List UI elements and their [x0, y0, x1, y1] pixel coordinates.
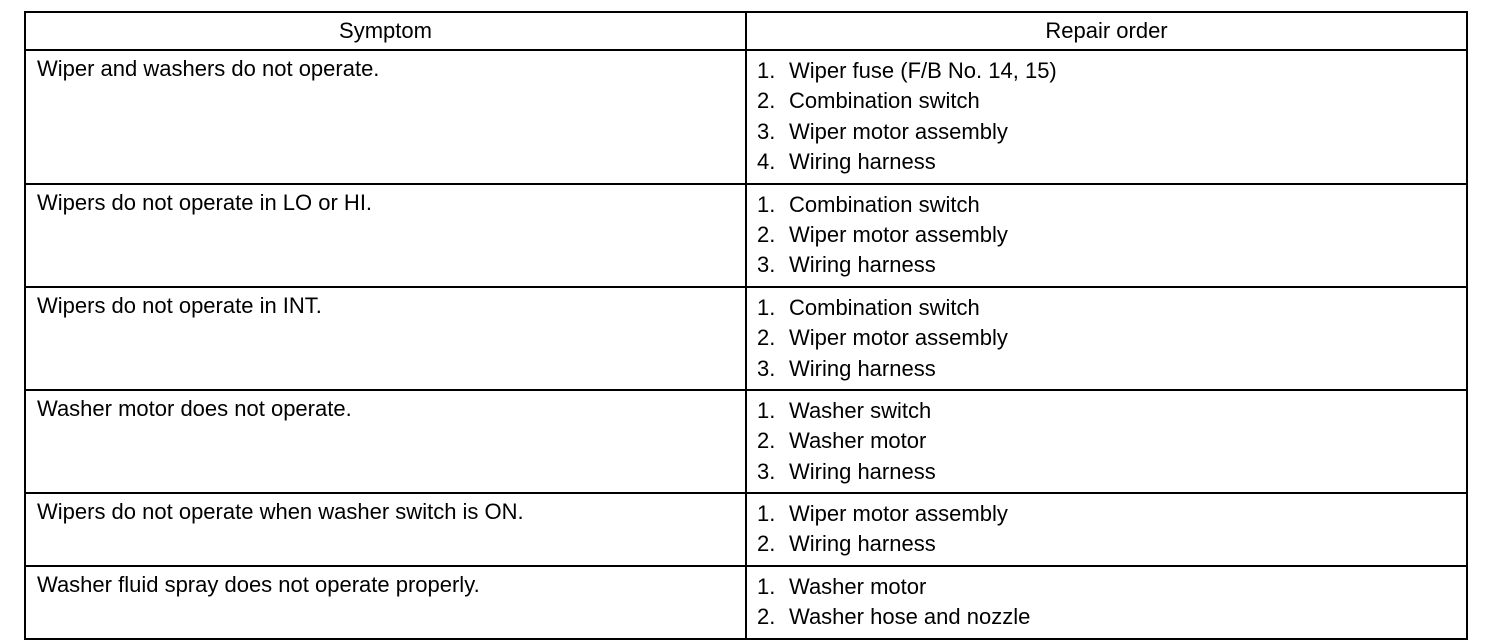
repair-step [757, 190, 1456, 220]
step-number: 1. [757, 294, 776, 320]
table-row [25, 566, 1467, 639]
step-text: Wiring harness [789, 458, 936, 484]
step-text: Combination switch [789, 191, 980, 217]
step-text: Wiring harness [789, 531, 936, 557]
step-text: Wiring harness [789, 252, 936, 278]
step-text: Combination switch [789, 294, 980, 320]
repair-order-cell [746, 493, 1467, 566]
step-number: 3. [757, 355, 776, 381]
symptom-repair-table [24, 11, 1468, 640]
repair-step [757, 572, 1456, 602]
table-row [25, 184, 1467, 287]
step-text: Washer hose and nozzle [789, 604, 1031, 630]
repair-step [757, 250, 1456, 280]
step-number: 2. [757, 428, 776, 454]
step-text: Washer motor [789, 428, 927, 454]
repair-step [757, 457, 1456, 487]
step-number: 2. [757, 531, 776, 557]
repair-step [757, 323, 1456, 353]
step-number: 2. [757, 604, 776, 630]
symptom-cell: Wiper and washers do not operate. [25, 50, 746, 184]
repair-step [757, 220, 1456, 250]
symptom-cell: Washer fluid spray does not operate properly. [25, 566, 746, 639]
repair-order-cell [746, 50, 1467, 184]
repair-step [757, 293, 1456, 323]
step-number: 1. [757, 573, 776, 599]
step-number: 1. [757, 191, 776, 217]
step-text: Wiper motor assembly [789, 501, 1008, 527]
repair-step [757, 529, 1456, 559]
step-number: 3. [757, 118, 776, 144]
repair-order-cell [746, 287, 1467, 390]
symptom-cell: Wipers do not operate in INT. [25, 287, 746, 390]
repair-order-cell [746, 566, 1467, 639]
repair-step [757, 396, 1456, 426]
step-number: 2. [757, 325, 776, 351]
symptom-column-header: Symptom [25, 12, 746, 50]
step-text: Combination switch [789, 88, 980, 114]
table-row [25, 287, 1467, 390]
step-number: 2. [757, 221, 776, 247]
step-number: 1. [757, 397, 776, 423]
step-text: Wiper fuse (F/B No. 14, 15) [789, 58, 1057, 83]
step-text: Washer motor [789, 573, 927, 599]
repair-order-cell [746, 184, 1467, 287]
table-row [25, 390, 1467, 493]
symptom-cell: Washer motor does not operate. [25, 390, 746, 493]
repair-step [757, 117, 1456, 147]
step-text: Wiper motor assembly [789, 221, 1008, 247]
header-row [25, 12, 1467, 50]
table-row [25, 50, 1467, 184]
step-text: Wiper motor assembly [789, 325, 1008, 351]
step-text: Wiper motor assembly [789, 118, 1008, 144]
repair-step [757, 56, 1456, 86]
step-number: 3. [757, 252, 776, 278]
step-number: 1. [757, 501, 776, 527]
step-number: 4. [757, 149, 776, 175]
repair-step [757, 602, 1456, 632]
step-text: Washer switch [789, 397, 932, 423]
step-text: Wiring harness [789, 149, 936, 175]
repair-step [757, 354, 1456, 384]
repair-step [757, 147, 1456, 177]
repair-order-column-header: Repair order [746, 12, 1467, 50]
table-row [25, 493, 1467, 566]
symptom-cell: Wipers do not operate when washer switch is ON. [25, 493, 746, 566]
repair-step [757, 499, 1456, 529]
step-text: Wiring harness [789, 355, 936, 381]
step-number: 3. [757, 458, 776, 484]
repair-order-cell [746, 390, 1467, 493]
symptom-cell: Wipers do not operate in LO or HI. [25, 184, 746, 287]
repair-step [757, 426, 1456, 456]
step-number: 2. [757, 88, 776, 114]
repair-step [757, 86, 1456, 116]
step-number: 1. [757, 58, 776, 83]
